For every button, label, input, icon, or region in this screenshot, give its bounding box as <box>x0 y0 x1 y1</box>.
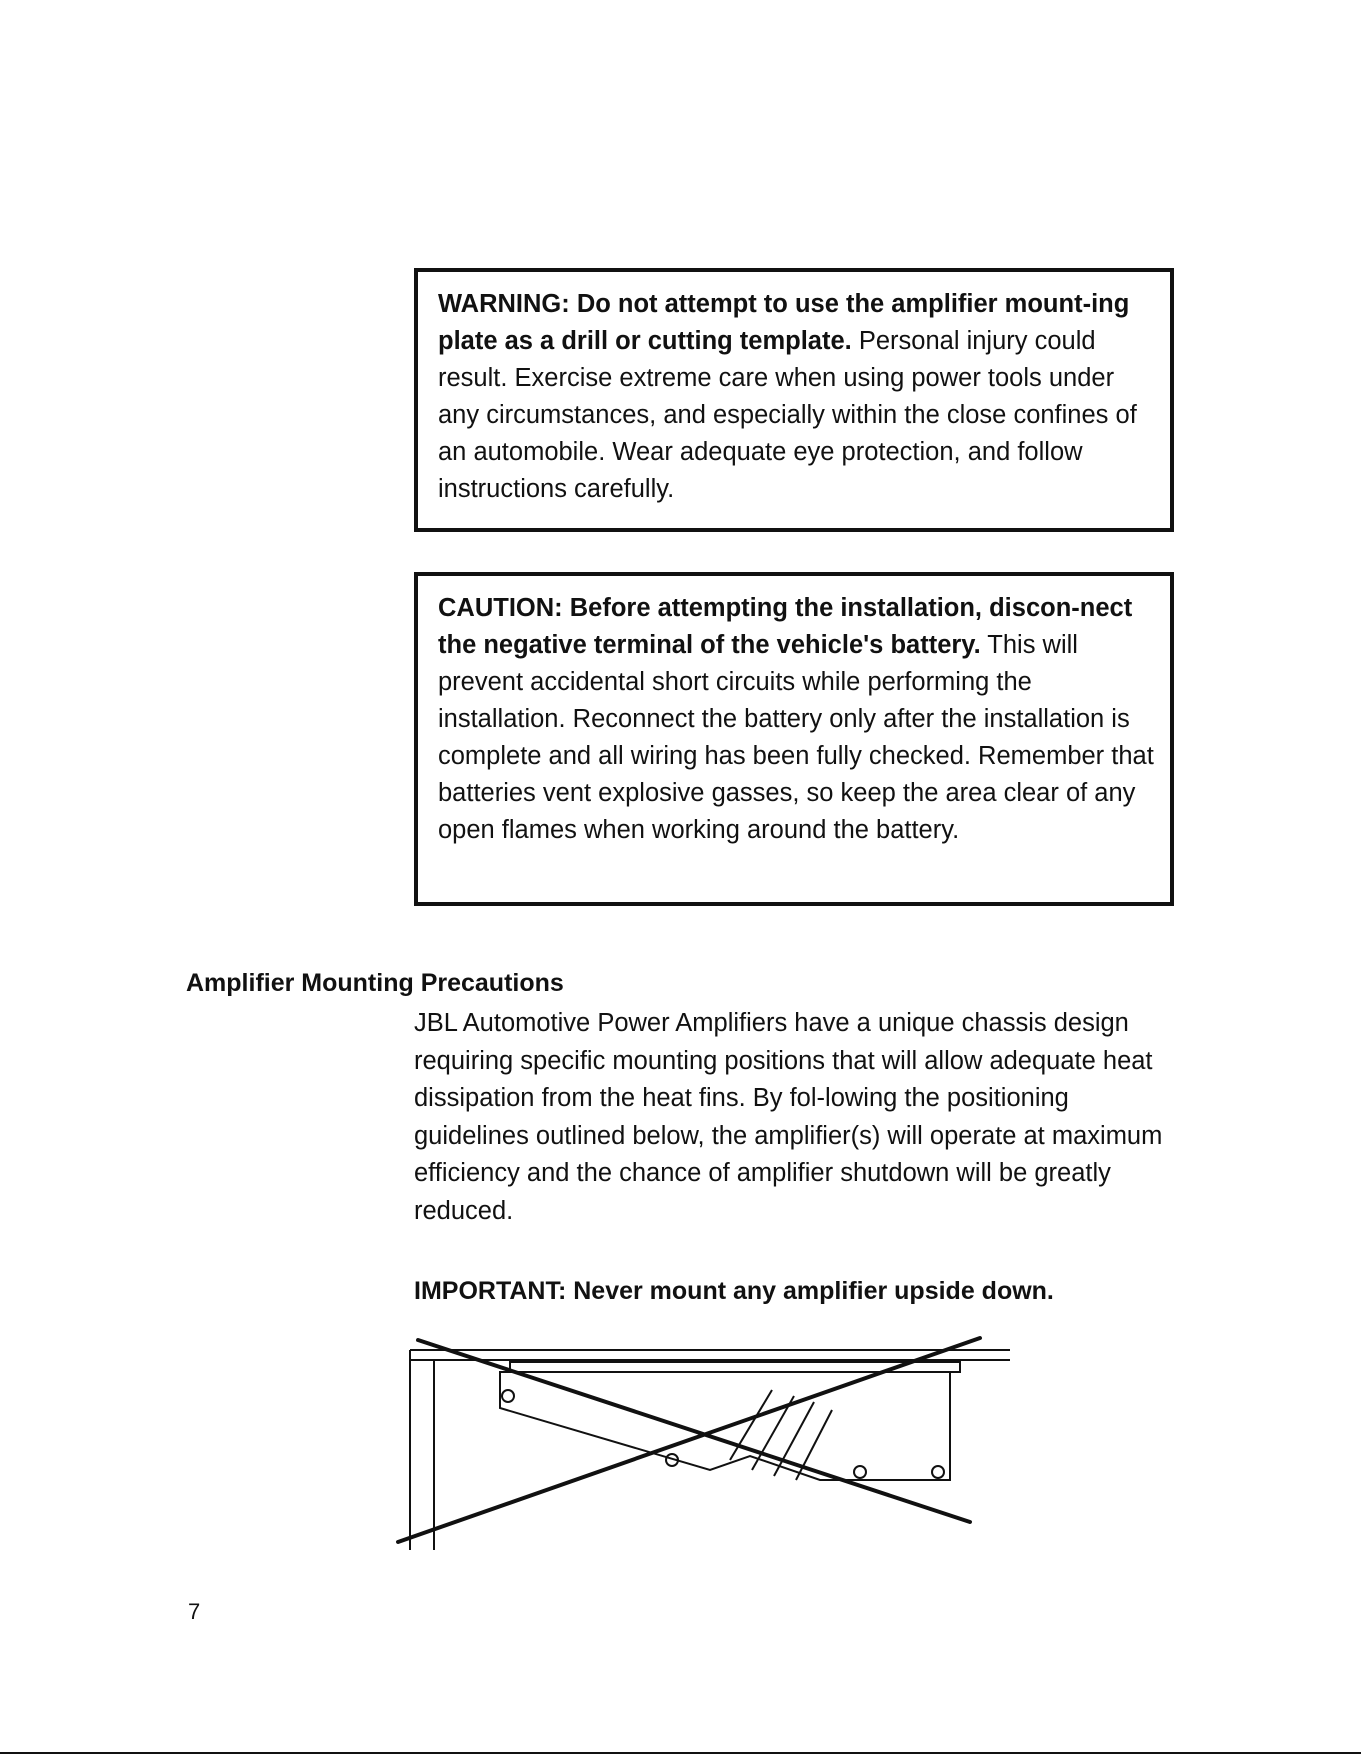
warning-text: Personal injury could result. Exercise extreme care when using power tools under any circumstances, and especially within the close confines of an automobile. Wear adequate eye protection, and follow instructions carefully. <box>438 327 1137 503</box>
section-heading: Amplifier Mounting Precautions <box>186 969 564 997</box>
caution-text: This will prevent accidental short circuits while performing the installation. Reconnect the battery only after the installation is complete and all wiring has been fully checked. Remember that batteries vent explosive gasses, so keep the area clear of any open flames when working around the battery. <box>438 631 1154 844</box>
warning-box <box>414 268 1174 532</box>
caution-box <box>414 572 1174 906</box>
page-number: 7 <box>188 1599 201 1624</box>
bottom-rule <box>0 1752 1361 1754</box>
warning-bold-text: WARNING: Do not attempt to use the amplifier mount-ing plate as a drill or cutting template. <box>438 290 1130 355</box>
section-body: JBL Automotive Power Amplifiers have a unique chassis design requiring specific mounting positions that will allow adequate heat dissipation from the heat fins. By fol-lowing the positioning guidelines outlined below, the amplifier(s) will operate at maximum efficiency and the chance of amplifier shutdown will be greatly reduced. <box>414 1009 1163 1225</box>
upside-down-mounting-illustration <box>390 1330 1030 1560</box>
important-notice: IMPORTANT: Never mount any amplifier upside down. <box>414 1277 1054 1305</box>
caution-bold-text: CAUTION: Before attempting the installation, discon-nect the negative terminal of the vehicle's battery. <box>438 594 1133 659</box>
